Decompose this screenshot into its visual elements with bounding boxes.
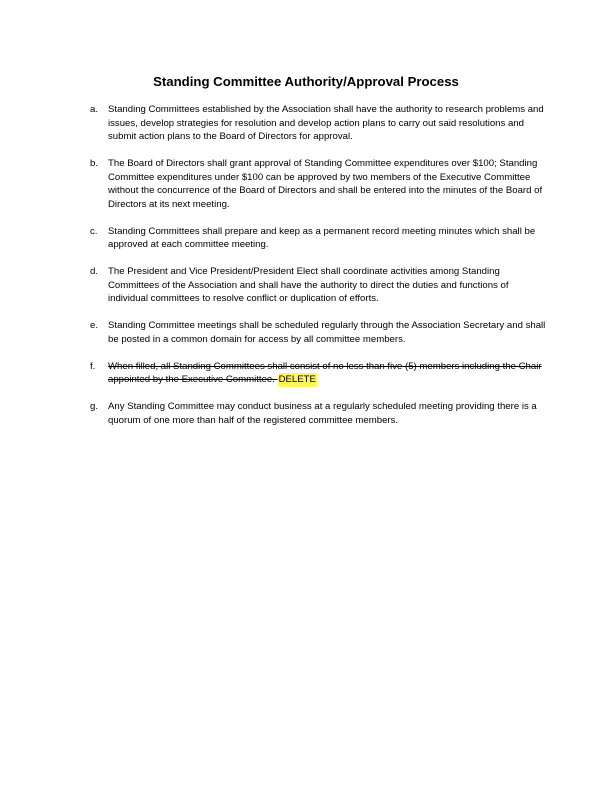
item-text: Any Standing Committee may conduct business at a regularly scheduled meeting providing there is a quorum of one more than half of the registered committee members.: [108, 401, 537, 426]
item-text: Standing Committees shall prepare and keep as a permanent record meeting minutes which shall be approved at each committee meeting.: [108, 225, 536, 250]
list-item-c: [90, 225, 550, 252]
item-letter: d.: [90, 266, 99, 277]
item-letter: e.: [90, 320, 99, 331]
list-item-f-deleted: [90, 360, 550, 387]
item-list: [90, 103, 550, 441]
list-item-g: [90, 400, 550, 427]
item-letter: c.: [90, 225, 98, 237]
list-item-e: [90, 319, 550, 346]
item-text: Standing Committees established by the Association shall have the authority to research problems and issues, develop strategies for resolution and develop action plans to carry out said resolutions and submit action plans to the Board of Directors for approval.: [108, 104, 544, 142]
list-item-b: [90, 157, 550, 211]
struck-text: When filled, all Standing Committees shall consist of no less than five (5) members including the Chair appointed by the Executive Committee.: [108, 360, 542, 385]
list-item-d: [90, 265, 550, 306]
delete-highlight: DELETE: [278, 374, 316, 385]
item-letter: f.: [90, 360, 96, 372]
item-text: The Board of Directors shall grant approval of Standing Committee expenditures over $100; Standing Committee expenditures under $100 can be approved by two members of the Executive Committee without the concurrence of the Board of Directors and shall be entered into the minutes of the Board of Directors at its next meeting.: [108, 158, 543, 210]
list-item-a: [90, 103, 550, 144]
document-title: Standing Committee Authority/Approval Process: [153, 74, 459, 89]
item-text: Standing Committee meetings shall be scheduled regularly through the Association Secretary and shall be posted in a common domain for access by all committee members.: [108, 320, 546, 345]
item-letter: a.: [90, 104, 99, 115]
item-letter: b.: [90, 158, 99, 169]
item-text: [108, 360, 550, 387]
item-text: The President and Vice President/President Elect shall coordinate activities among Standing Committees of the Association and shall have the authority to direct the duties and functions of individual committees to resolve conflict or duplication of efforts.: [108, 266, 509, 304]
item-letter: g.: [90, 401, 99, 412]
